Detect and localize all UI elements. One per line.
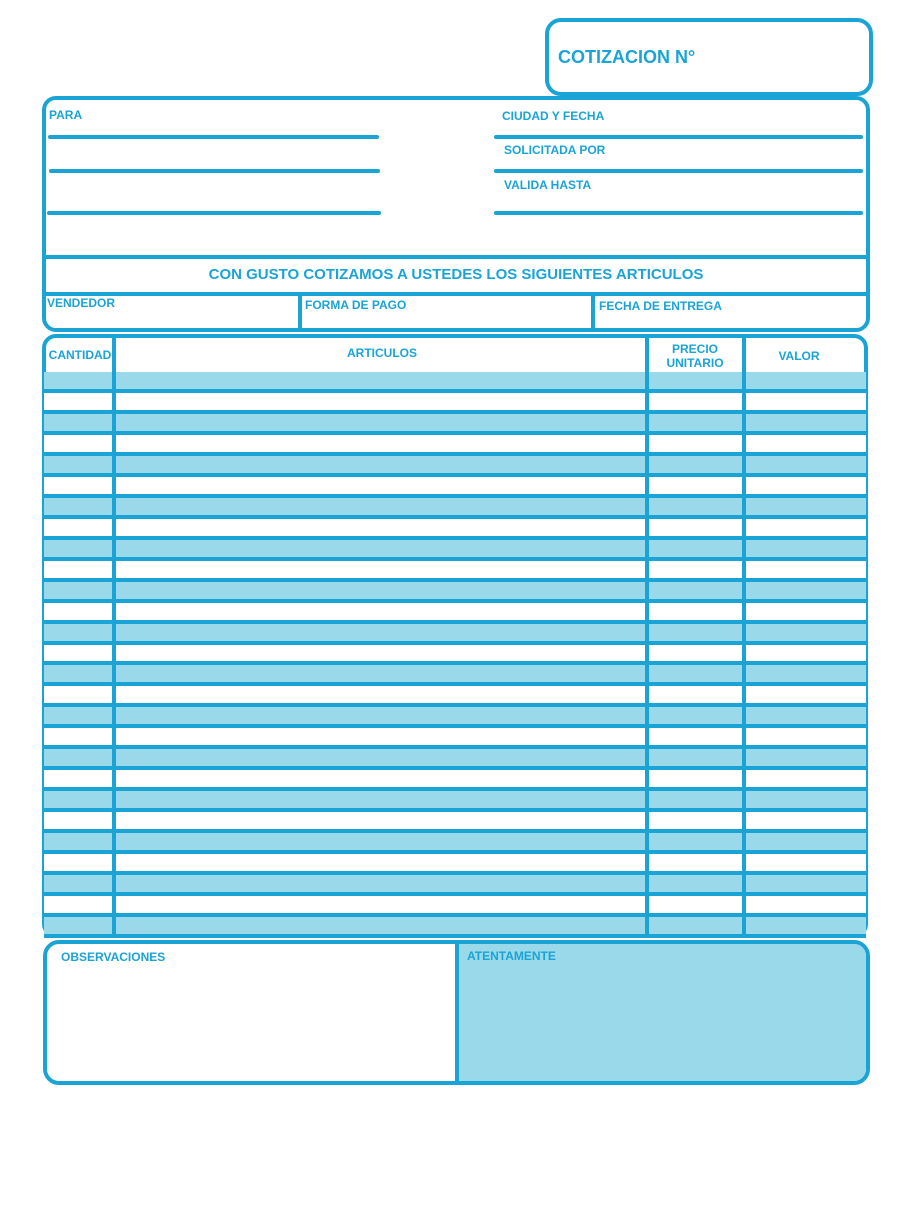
header-value: VALOR: [778, 349, 820, 363]
col-divider-3: [742, 336, 746, 936]
para-line-3[interactable]: [47, 211, 381, 215]
payment-label: FORMA DE PAGO: [305, 298, 407, 312]
para-label: PARA: [49, 108, 83, 122]
requested-by-label: SOLICITADA POR: [504, 143, 606, 157]
banner-bottom-line: [42, 292, 870, 296]
col-divider-1: [112, 336, 116, 936]
header-articles: ARTICULOS: [347, 346, 417, 360]
col-divider-2: [645, 336, 649, 936]
observations-label: OBSERVACIONES: [61, 950, 166, 964]
para-line-1[interactable]: [48, 135, 379, 139]
footer-box: [43, 940, 870, 1085]
quote-number-label: COTIZACION N°: [558, 47, 696, 67]
city-date-label: CIUDAD Y FECHA: [502, 109, 605, 123]
banner-top-line: [42, 255, 870, 259]
valid-until-line[interactable]: [494, 211, 863, 215]
header-unit-price: PRECIO UNITARIO: [666, 342, 724, 370]
banner-text: CON GUSTO COTIZAMOS A USTEDES LOS SIGUIENTES ARTICULOS: [208, 266, 704, 283]
terms-divider-2: [591, 294, 595, 330]
city-date-line[interactable]: [494, 135, 863, 139]
terms-divider-1: [298, 294, 302, 330]
header-quantity: CANTIDAD: [48, 348, 112, 362]
seller-label: VENDEDOR: [47, 296, 116, 310]
footer-divider: [455, 944, 459, 1081]
delivery-label: FECHA DE ENTREGA: [599, 299, 722, 313]
requested-by-line[interactable]: [494, 169, 863, 173]
valid-until-label: VALIDA HASTA: [504, 178, 592, 192]
regards-area[interactable]: [457, 944, 866, 1081]
para-line-2[interactable]: [49, 169, 380, 173]
regards-label: ATENTAMENTE: [467, 949, 556, 963]
observations-area[interactable]: [47, 944, 455, 1081]
